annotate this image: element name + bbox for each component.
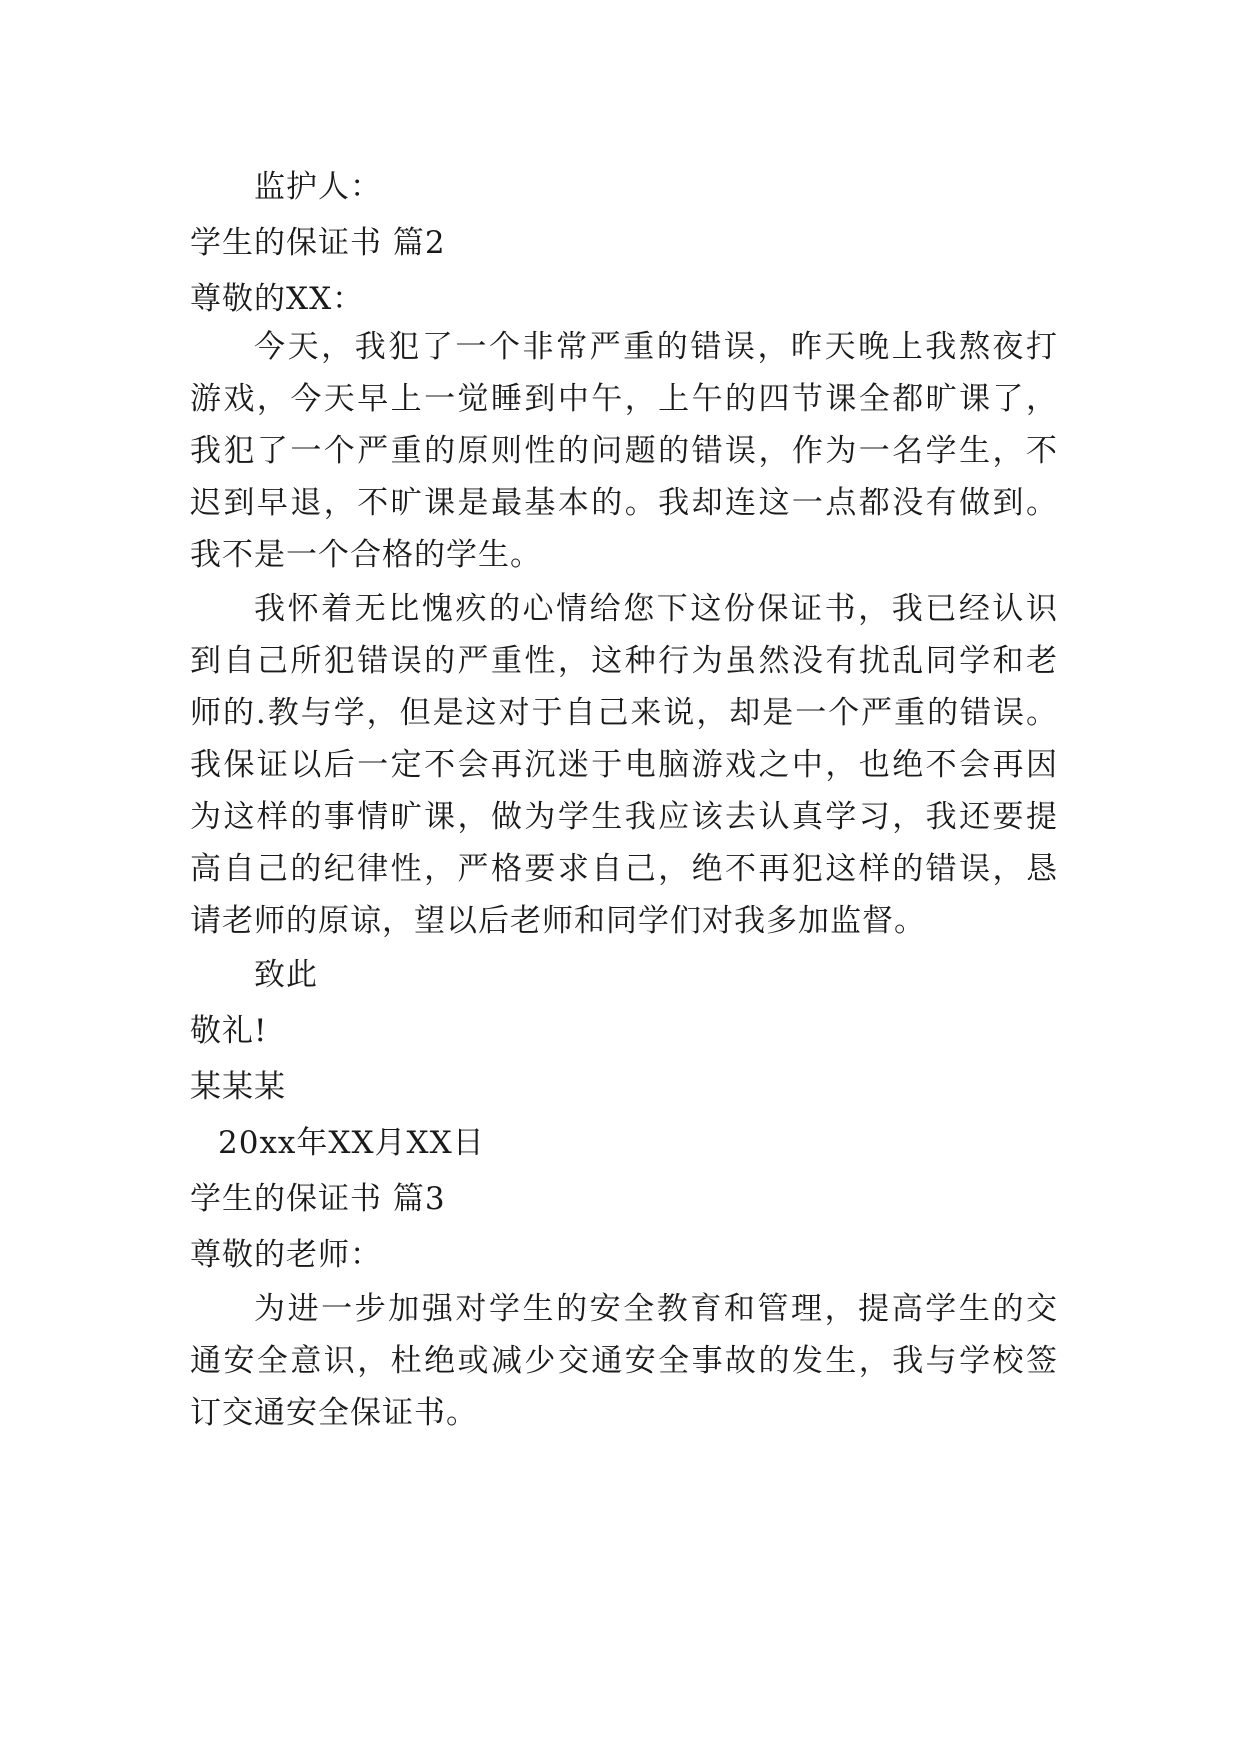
section-heading-3: 学生的保证书 篇3 xyxy=(190,1181,446,1217)
paragraph-line: 高自己的纪律性，严格要求自己，绝不再犯这样的错误，恳 xyxy=(190,851,1058,887)
paragraph-line: 为这样的事情旷课，做为学生我应该去认真学习，我还要提 xyxy=(190,799,1058,835)
paragraph-line: 为进一步加强对学生的安全教育和管理，提高学生的交 xyxy=(254,1291,1058,1327)
salutation-2: 尊敬的XX： xyxy=(190,281,365,317)
paragraph-line: 今天，我犯了一个非常严重的错误，昨天晚上我熬夜打 xyxy=(254,329,1058,365)
paragraph-line: 我怀着无比愧疚的心情给您下这份保证书，我已经认识 xyxy=(254,591,1058,627)
paragraph-line: 到自己所犯错误的严重性，这种行为虽然没有扰乱同学和老 xyxy=(190,643,1058,679)
salutation-3: 尊敬的老师： xyxy=(190,1237,382,1273)
guardian-label: 监护人： xyxy=(254,169,382,205)
paragraph-line: 我犯了一个严重的原则性的问题的错误，作为一名学生，不 xyxy=(190,433,1058,469)
signature-name: 某某某 xyxy=(190,1069,286,1105)
paragraph-line: 订交通安全保证书。 xyxy=(190,1395,478,1431)
paragraph-line: 迟到早退，不旷课是最基本的。我却连这一点都没有做到。 xyxy=(190,485,1058,521)
paragraph-line: 我不是一个合格的学生。 xyxy=(190,537,542,573)
paragraph-line: 通安全意识，杜绝或减少交通安全事故的发生，我与学校签 xyxy=(190,1343,1058,1379)
closing-salute: 敬礼! xyxy=(190,1013,268,1049)
section-heading-2: 学生的保证书 篇2 xyxy=(190,225,446,261)
paragraph-line: 师的.教与学，但是这对于自己来说，却是一个严重的错误。 xyxy=(190,695,1058,731)
paragraph-line: 我保证以后一定不会再沉迷于电脑游戏之中，也绝不会再因 xyxy=(190,747,1058,783)
paragraph-line: 游戏，今天早上一觉睡到中午，上午的四节课全都旷课了， xyxy=(190,381,1058,417)
closing-phrase: 致此 xyxy=(254,957,318,993)
paragraph-line: 请老师的原谅，望以后老师和同学们对我多加监督。 xyxy=(190,903,926,939)
signature-date: 20xx年XX月XX日 xyxy=(218,1125,485,1161)
